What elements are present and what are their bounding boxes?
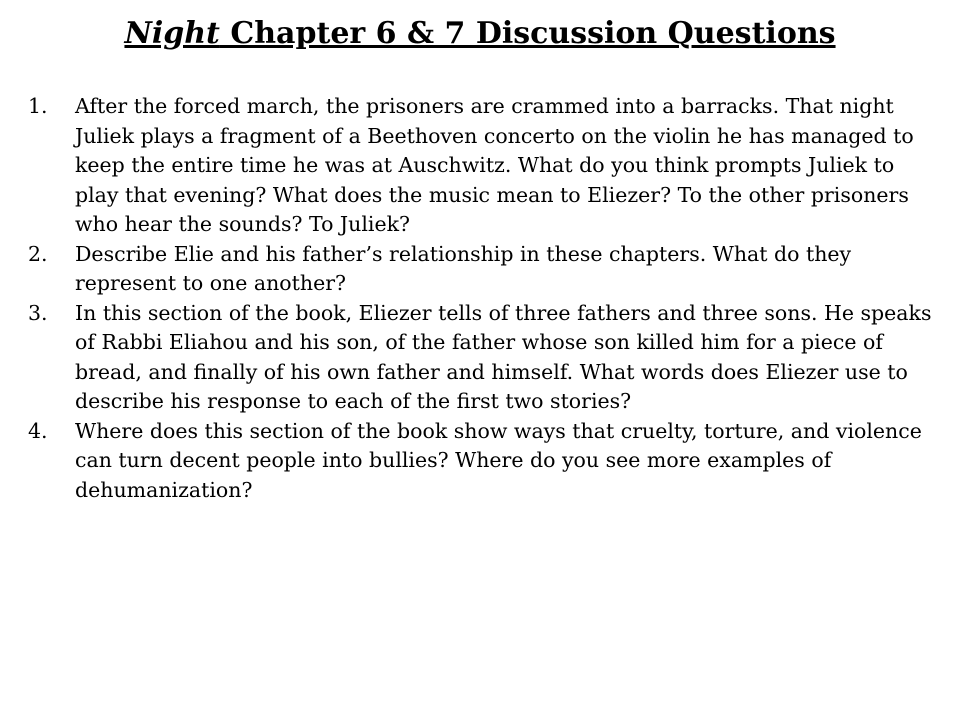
question-text: Describe Elie and his father’s relationship in these chapters. What do they represent to one another? <box>75 241 852 295</box>
question-text: After the forced march, the prisoners are crammed into a barracks. That night Juliek plays a fragment of a Beethoven concerto on the violin he has managed to keep the entire time he was at Auschwitz. What do you think prompts Juliek to play that evening? What does the music mean to Eliezer? To the other prisoners who hear the sounds? To Juliek? <box>75 94 914 236</box>
question-text: Where does this section of the book show ways that cruelty, torture, and violence can turn decent people into bullies? Where do you see more examples of dehumanization? <box>75 418 922 502</box>
question-item-2 <box>28 240 940 299</box>
title-book-name: Night <box>124 16 220 51</box>
question-number: 1. <box>28 94 48 118</box>
question-list <box>28 92 940 505</box>
question-number: 4. <box>28 418 48 443</box>
question-number: 2. <box>28 241 48 266</box>
question-text: In this section of the book, Eliezer tells of three fathers and three sons. He speaks of Rabbi Eliahou and his son, of the father whose son killed him for a piece of bread, and finally of his own father and himself. What words does Eliezer use to describe his response to each of the first two stories? <box>75 300 932 413</box>
question-item-3 <box>28 299 940 417</box>
page-title <box>0 16 960 51</box>
question-item-1 <box>28 92 940 240</box>
question-number: 3. <box>28 300 48 325</box>
title-rest: Chapter 6 & 7 Discussion Questions <box>219 16 836 51</box>
question-item-4 <box>28 417 940 506</box>
